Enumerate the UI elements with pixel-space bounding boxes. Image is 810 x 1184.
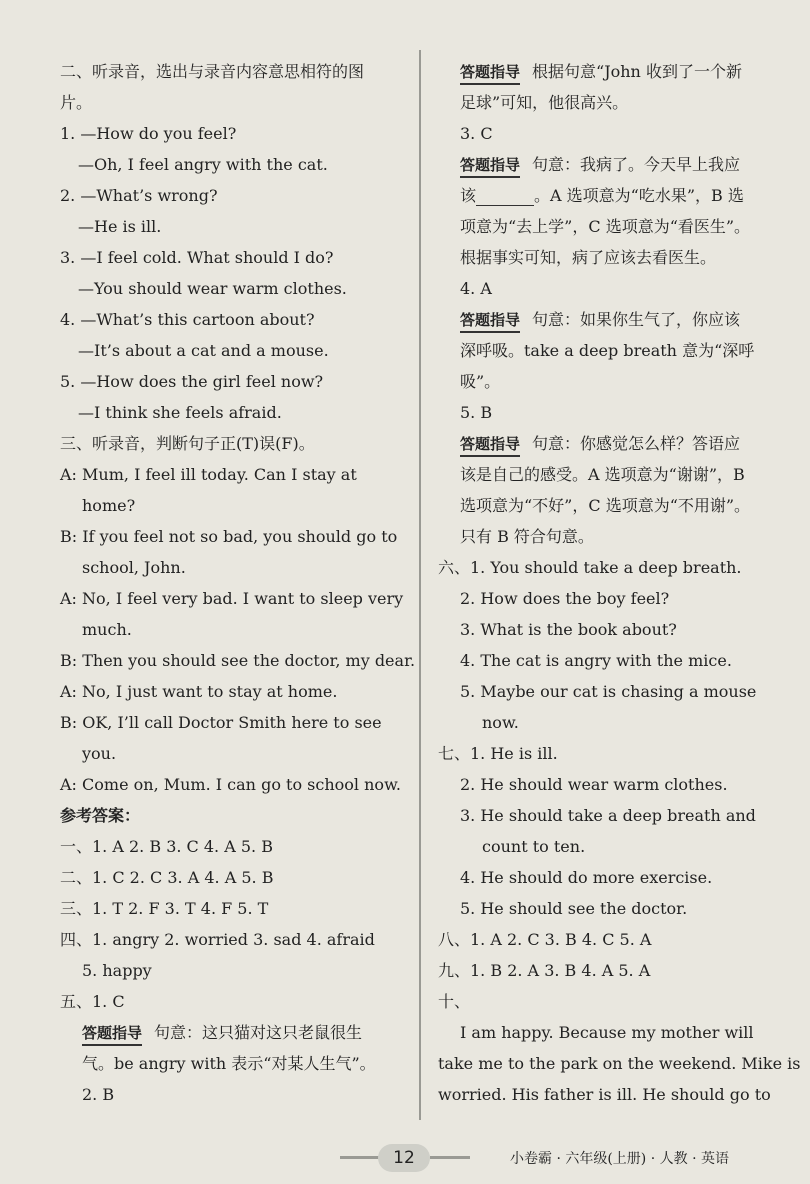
page-number: 12 xyxy=(378,1144,430,1172)
text-line: 根据事实可知，病了应该去看医生。 xyxy=(460,248,717,267)
text-segment: 该 xyxy=(460,186,477,205)
text-line: 四、1. angry 2. worried 3. sad 4. afraid xyxy=(60,930,375,949)
text-line: 4. He should do more exercise. xyxy=(460,868,713,887)
text-line: 3. C xyxy=(460,124,493,143)
text-line: A: No, I feel very bad. I want to sleep very xyxy=(60,589,404,608)
text-line: 三、1. T 2. F 3. T 4. F 5. T xyxy=(60,899,269,918)
guide-tag: 答题指导 xyxy=(460,309,520,333)
text-line: you. xyxy=(82,744,117,763)
text-line: 5. B xyxy=(460,403,493,422)
guide-line: 气。be angry with 表示“对某人生气”。 xyxy=(82,1054,376,1073)
text-line: 3. —I feel cold. What should I do? xyxy=(60,248,334,267)
text-line: —Oh, I feel angry with the cat. xyxy=(78,155,328,174)
text-line: 吸”。 xyxy=(460,372,501,391)
text-line: home? xyxy=(82,496,136,515)
text-line: 3. What is the book about? xyxy=(460,620,677,639)
guide-text: 根据句意“John 收到了一个新 xyxy=(532,62,742,81)
guide-tag: 答题指导 xyxy=(460,154,520,178)
text-line: 4. —What’s this cartoon about? xyxy=(60,310,315,329)
guide-tag: 答题指导 xyxy=(460,61,520,85)
text-line: school, John. xyxy=(82,558,186,577)
text-line: 深呼吸。take a deep breath 意为“深呼 xyxy=(460,341,755,360)
text-line xyxy=(438,304,784,335)
right-column xyxy=(438,56,801,1110)
text-line: 5. —How does the girl feel now? xyxy=(60,372,324,391)
text-line: 5. happy xyxy=(82,961,152,980)
text-line: 七、1. He is ill. xyxy=(438,744,558,763)
text-line: —I think she feels afraid. xyxy=(78,403,282,422)
text-line: 4. The cat is angry with the mice. xyxy=(460,651,732,670)
text-line: 一、1. A 2. B 3. C 4. A 5. B xyxy=(60,837,273,856)
footer-ornament-left xyxy=(340,1156,380,1159)
text-line: B: OK, I’ll call Doctor Smith here to see xyxy=(60,713,382,732)
text-line: 5. Maybe our cat is chasing a mouse xyxy=(460,682,757,701)
text-line: 六、1. You should take a deep breath. xyxy=(438,558,742,577)
text-line: 足球”可知，他很高兴。 xyxy=(460,93,629,112)
text-line: A: Mum, I feel ill today. Can I stay at xyxy=(60,465,357,484)
text-line: 二、1. C 2. C 3. A 4. A 5. B xyxy=(60,868,274,887)
page-footer xyxy=(0,1138,810,1178)
guide-line xyxy=(60,1017,406,1048)
text-line: now. xyxy=(482,713,519,732)
guide-text: 句意：你感觉怎么样？答语应 xyxy=(532,434,741,453)
column-divider xyxy=(419,50,421,1120)
left-column xyxy=(60,56,416,1110)
text-line: 2. He should wear warm clothes. xyxy=(460,775,728,794)
guide-tag: 答题指导 xyxy=(460,433,520,457)
guide-tag: 答题指导 xyxy=(82,1022,142,1046)
text-line xyxy=(438,428,784,459)
text-line: 该是自己的感受。A 选项意为“谢谢”，B xyxy=(460,465,745,484)
answer-line: 2. B xyxy=(82,1085,115,1104)
text-line: 八、1. A 2. C 3. B 4. C 5. A xyxy=(438,930,652,949)
text-line: much. xyxy=(82,620,132,639)
text-line: 五、1. C xyxy=(60,992,125,1011)
text-line: B: Then you should see the doctor, my dear. xyxy=(60,651,416,670)
text-line: 参考答案： xyxy=(60,806,141,825)
text-line: 3. He should take a deep breath and xyxy=(460,806,756,825)
text-line: 二、听录音，选出与录音内容意思相符的图 xyxy=(60,62,365,81)
text-line: 1. —How do you feel? xyxy=(60,124,237,143)
text-line: 片。 xyxy=(60,93,93,112)
fill-blank xyxy=(476,188,534,206)
text-line: 三、听录音，判断句子正(T)误(F)。 xyxy=(60,434,315,453)
book-title: 小卷霸 · 六年级(上册) · 人教 · 英语 xyxy=(510,1151,729,1167)
text-line: I am happy. Because my mother will xyxy=(460,1023,754,1042)
text-line: 4. A xyxy=(460,279,492,298)
text-line: 十、 xyxy=(438,992,471,1011)
text-line: take me to the park on the weekend. Mike is xyxy=(438,1054,801,1073)
footer-ornament-right xyxy=(430,1156,470,1159)
text-line: 5. He should see the doctor. xyxy=(460,899,688,918)
text-line: 选项意为“不好”，C 选项意为“不用谢”。 xyxy=(460,496,751,515)
text-line xyxy=(438,180,784,211)
text-line: —He is ill. xyxy=(78,217,162,236)
guide-text: 句意：如果你生气了，你应该 xyxy=(532,310,741,329)
text-line: B: If you feel not so bad, you should go to xyxy=(60,527,398,546)
text-line: A: No, I just want to stay at home. xyxy=(60,682,338,701)
text-line: —You should wear warm clothes. xyxy=(78,279,347,298)
text-line xyxy=(438,149,784,180)
text-line xyxy=(438,56,784,87)
text-line: 2. How does the boy feel? xyxy=(460,589,670,608)
text-line: —It’s about a cat and a mouse. xyxy=(78,341,329,360)
text-line: 九、1. B 2. A 3. B 4. A 5. A xyxy=(438,961,651,980)
text-line: 只有 B 符合句意。 xyxy=(460,527,594,546)
text-line: count to ten. xyxy=(482,837,586,856)
guide-text: 句意：我病了。今天早上我应 xyxy=(532,155,741,174)
text-line: worried. His father is ill. He should go to xyxy=(438,1085,771,1104)
guide-text: 句意：这只猫对这只老鼠很生 xyxy=(154,1023,363,1042)
text-line: 2. —What’s wrong? xyxy=(60,186,218,205)
text-line: A: Come on, Mum. I can go to school now. xyxy=(60,775,401,794)
text-line: 项意为“去上学”，C 选项意为“看医生”。 xyxy=(460,217,751,236)
text-segment: 。A 选项意为“吃水果”，B 选 xyxy=(534,186,744,205)
